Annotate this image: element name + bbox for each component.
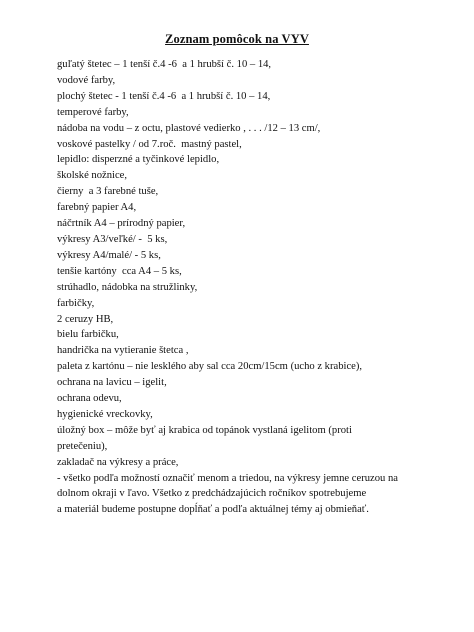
list-item: farbičky, [57, 297, 95, 309]
list-item: hygienické vreckovky, [57, 408, 153, 420]
list-item: temperové farby, [57, 106, 129, 118]
list-item: výkresy A4/malé/ - 5 ks, [57, 249, 161, 261]
list-item: ochrana odevu, [57, 393, 122, 405]
list-item: školské nožnice, [57, 170, 128, 182]
list-item: voskové pastelky / od 7.roč. mastný pastel, [57, 138, 242, 150]
supplies-list [57, 57, 427, 518]
note-line: dolnom okraji v ľavo. Všetko z predchádzajúcich ročníkov spotrebujeme [57, 488, 367, 500]
list-item: úložný box – môže byť aj krabica od topánok vystlaná igelitom (proti [57, 424, 352, 436]
list-item: paleta z kartónu – nie lesklého aby sal cca 20cm/15cm (ucho z krabice), [57, 361, 363, 373]
list-item: handrička na vytieranie štetca , [57, 345, 189, 357]
list-item: čierny a 3 farebné tuše, [57, 186, 159, 198]
list-item: náčrtník A4 – prírodný papier, [57, 218, 186, 230]
list-item: 2 ceruzy HB, [57, 313, 114, 325]
list-item: výkresy A3/veľké/ - 5 ks, [57, 233, 168, 245]
list-item: nádoba na vodu – z octu, plastové vedierko , . . . /12 – 13 cm/, [57, 122, 321, 134]
list-item: strúhadlo, nádobka na stružlinky, [57, 281, 198, 293]
note-line: a materiál budeme postupne dopĺňať a podľa aktuálnej témy aj obmieňať. [57, 504, 369, 516]
list-item: zakladač na výkresy a práce, [57, 456, 179, 468]
list-item: ochrana na lavicu – igelit, [57, 377, 167, 389]
list-item: farebný papier A4, [57, 202, 137, 214]
list-item: guľatý štetec – 1 tenší č.4 -6 a 1 hrubší č. 10 – 14, [57, 59, 272, 70]
list-item: lepidlo: disperzné a tyčinkové lepidlo, [57, 154, 220, 166]
list-item: tenšie kartóny cca A4 – 5 ks, [57, 265, 182, 277]
list-item: vodové farby, [57, 74, 116, 86]
list-item: pretečeniu), [57, 440, 108, 452]
list-item: plochý štetec - 1 tenší č.4 -6 a 1 hrubší č. 10 – 14, [57, 90, 271, 102]
list-item: bielu farbičku, [57, 329, 119, 341]
document-title: Zoznam pomôcok na VYV [165, 32, 309, 46]
note-line: - všetko podľa možností označiť menom a triedou, na výkresy jemne ceruzou na [57, 472, 398, 484]
